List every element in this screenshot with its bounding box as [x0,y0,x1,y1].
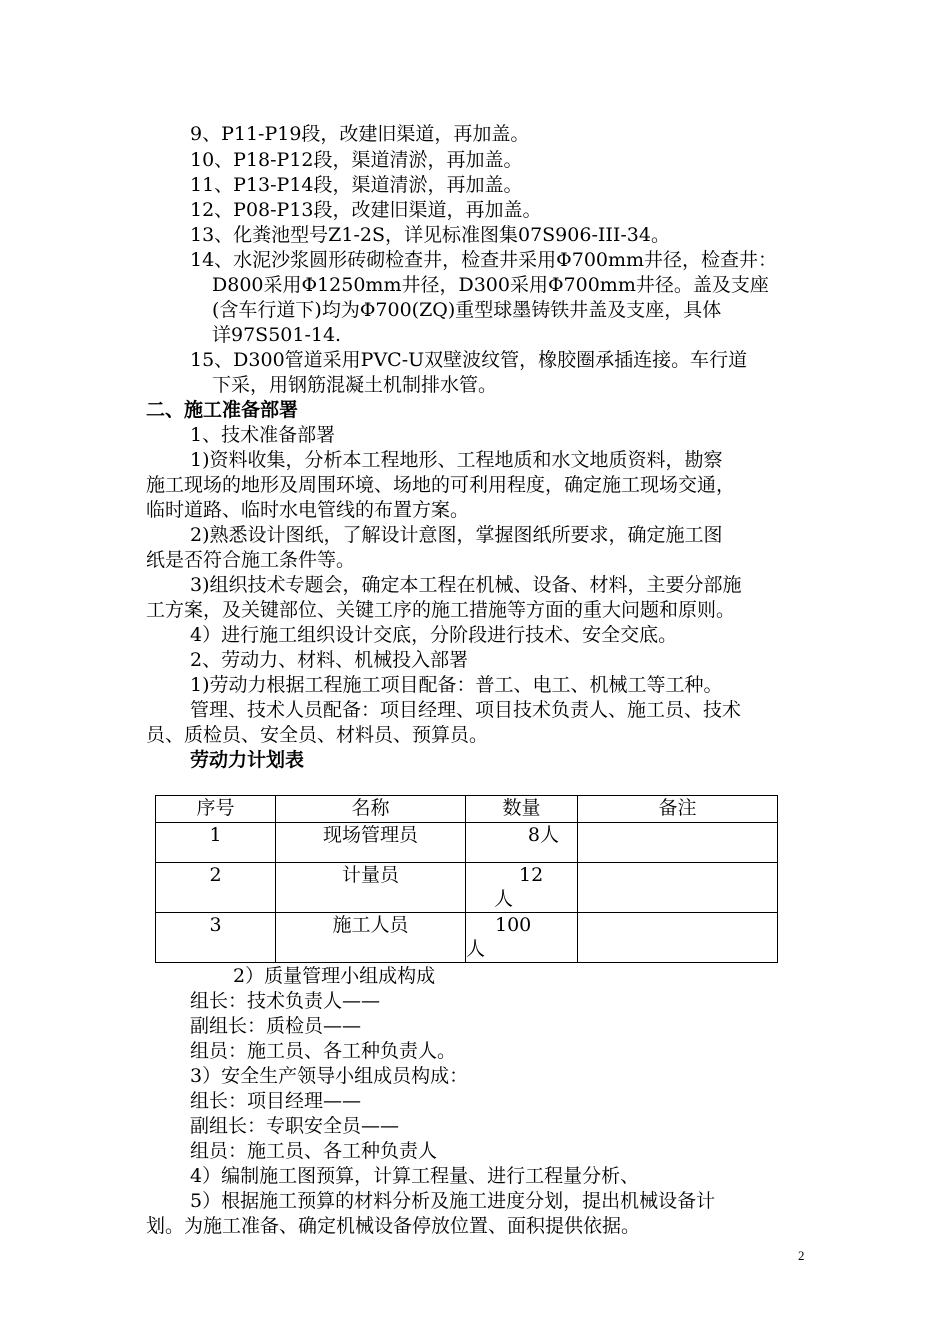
list-item: 9、P11-P19段，改建旧渠道，再加盖。 [190,123,530,145]
paragraph-line: 1)资料收集，分析本工程地形、工程地质和水文地质资料，勘察 [190,449,723,471]
paragraph-line: 施工现场的地形及周围环境、场地的可利用程度，确定施工现场交通， [146,474,736,496]
header-cell: 名称 [276,796,466,823]
header-cell: 备注 [578,796,778,823]
list-item-14-line: (含车行道下)均为Φ700(ZQ)重型球墨铸铁井盖及支座，具体 [212,299,722,321]
row-number: 2 [156,863,276,913]
paragraph-line: 组长：项目经理—— [190,1090,362,1112]
list-item-15-line: 15、D300管道采用PVC-U双壁波纹管，橡胶圈承插连接。车行道 [190,349,748,371]
list-item: 13、化粪池型号Z1-2S，详见标准图集07S906-III-34。 [190,224,670,246]
paragraph-line: 3)组织技术专题会，确定本工程在机械、设备、材料，主要分部施 [190,574,742,596]
quantity-value: 8人 [527,824,559,846]
header-cell: 序号 [156,796,276,823]
row-quantity [466,863,578,913]
quantity-unit: 人 [466,938,486,960]
list-item: 11、P13-P14段，渠道清淤，再加盖。 [190,174,523,196]
row-quantity [466,913,578,963]
row-note [578,863,778,913]
paragraph-line: 员、质检员、安全员、材料员、预算员。 [146,724,489,746]
paragraph-line: 组员：施工员、各工种负责人 [190,1140,438,1162]
list-item: 12、P08-P13段，改建旧渠道，再加盖。 [190,199,542,221]
quantity-unit: 人 [494,888,514,910]
paragraph-line: 划。为施工准备、确定机械设备停放位置、面积提供依据。 [146,1215,641,1237]
paragraph-line: 副组长：专职安全员—— [190,1115,400,1137]
paragraph-line: 组员：施工员、各工种负责人。 [190,1040,457,1062]
subsection-title: 2）质量管理小组成构成 [233,965,436,987]
row-quantity [466,823,578,863]
paragraph-line: 临时道路、临时水电管线的布置方案。 [146,499,470,521]
row-name: 计量员 [276,863,466,913]
list-item-15-line: 下采，用钢筋混凝土机制排水管。 [212,374,498,396]
paragraph-line: 4）进行施工组织设计交底，分阶段进行技术、安全交底。 [190,624,678,646]
row-note [578,913,778,963]
list-item-14-line: 14、水泥沙浆圆形砖砌检查井，检查井采用Φ700mm井径，检查井： [190,249,778,271]
table-header-row [156,796,778,823]
table-title: 劳动力计划表 [190,749,305,771]
row-name: 施工人员 [276,913,466,963]
list-item: 10、P18-P12段，渠道清淤，再加盖。 [190,149,523,171]
list-item-14-line: 详97S501-14. [212,324,342,346]
paragraph-line: 2)熟悉设计图纸，了解设计意图，掌握图纸所要求，确定施工图 [190,524,723,546]
paragraph-line: 纸是否符合施工条件等。 [146,549,356,571]
paragraph-line: 副组长：质检员—— [190,1015,362,1037]
subsection-title: 3）安全生产领导小组成员构成： [190,1065,469,1087]
list-item-14-line: D800采用Φ1250mm井径，D300采用Φ700mm井径。盖及支座 [212,274,769,296]
paragraph-line: 5）根据施工预算的材料分析及施工进度分划，提出机械设备计 [190,1190,716,1212]
labor-plan-table [155,795,778,963]
paragraph-line: 管理、技术人员配备：项目经理、项目技术负责人、施工员、技术 [190,699,742,721]
subsection-title: 2、劳动力、材料、机械投入部署 [190,649,469,671]
header-cell: 数量 [466,796,578,823]
quantity-value: 100 [495,914,532,936]
row-number: 3 [156,913,276,963]
page-number: 2 [798,1248,805,1263]
row-name: 现场管理员 [276,823,466,863]
row-note [578,823,778,863]
paragraph-line: 工方案，及关键部位、关键工序的施工措施等方面的重大问题和原则。 [146,599,736,621]
quantity-value: 12 [519,864,544,886]
subsection-title: 1、技术准备部署 [190,424,336,446]
paragraph-line: 组长：技术负责人—— [190,990,381,1012]
table-row [156,913,778,963]
table-row [156,863,778,913]
paragraph-line: 4）编制施工图预算，计算工程量、进行工程量分析、 [190,1165,640,1187]
paragraph-line: 1)劳动力根据工程施工项目配备：普工、电工、机械工等工种。 [190,674,723,696]
row-number: 1 [156,823,276,863]
section-heading: 二、施工准备部署 [146,399,299,421]
table-row [156,823,778,863]
